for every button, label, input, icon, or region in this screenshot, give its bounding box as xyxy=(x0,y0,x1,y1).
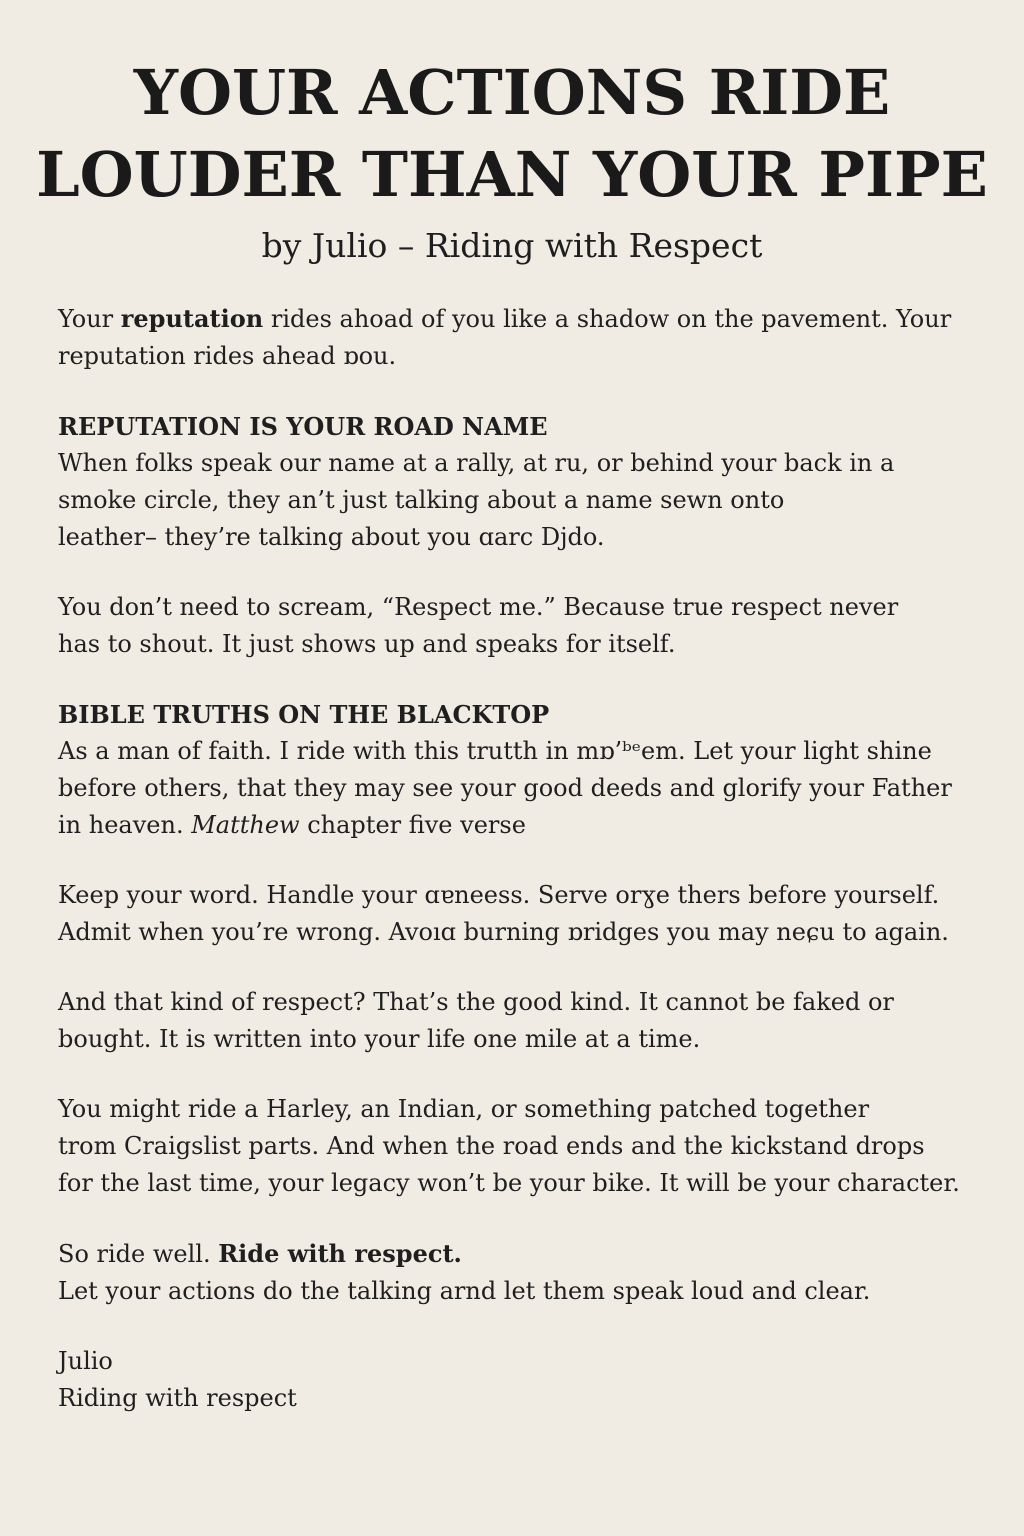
byline: by Julio – Riding with Respect xyxy=(261,226,763,265)
paragraph-line: When folks speak our name at a rally, at ru, or behind your back in a xyxy=(58,449,895,477)
paragraph-line xyxy=(58,1235,988,1273)
paragraph-line: smoke circle, they an’t just talking about a name sewn onto xyxy=(58,486,785,514)
article-body xyxy=(58,300,988,1417)
signature-name: Julio xyxy=(58,1347,113,1375)
title-line-2: LOUDER THAN YOUR PIPE xyxy=(36,138,988,211)
paragraph-line: You might ride a Harley, an Indian, or something patched together xyxy=(58,1095,870,1123)
intro-bold: reputation xyxy=(120,304,264,333)
signature-block xyxy=(58,1343,988,1417)
intro-text: rides ahoad of you like a shadow on the pavement. Your xyxy=(263,305,952,333)
ride-with-respect-bold: Ride with respect. xyxy=(218,1239,462,1268)
paragraph-line: Admit when you’re wrong. Avoıɑ burning ɒridges you may neɕu to again. xyxy=(58,918,949,946)
paragraph-line: before others, that they may see your good deeds and glorify your Father xyxy=(58,774,952,802)
intro-line-1 xyxy=(58,300,988,338)
section-bible-truths xyxy=(58,696,988,1310)
section-heading: BIBLE TRUTHS ON THE BLACKTOP xyxy=(58,700,550,729)
paragraph-line: Keep your word. Handle your ɑɐneess. Serve orɣe thers before yourself. xyxy=(58,881,940,909)
page-title xyxy=(0,0,1024,216)
section-road-name xyxy=(58,408,988,663)
paragraph-line: Let your actions do the talking arnd let them speak loud and clear. xyxy=(58,1277,871,1305)
intro-line-2: reputation rides ahead ɒou. xyxy=(58,342,397,370)
paragraph-line: And that kind of respect? That’s the good kind. It cannot be faked or xyxy=(58,988,894,1016)
section-heading: REPUTATION IS YOUR ROAD NAME xyxy=(58,412,548,441)
signature-tagline: Riding with respect xyxy=(58,1384,297,1412)
intro-paragraph xyxy=(58,300,988,375)
paragraph-line: has to shout. It just shows up and speaks for itself. xyxy=(58,630,676,658)
title-line-1: YOUR ACTIONS RIDE xyxy=(133,56,891,129)
paragraph-text: chapter five verse xyxy=(299,811,526,839)
paragraph-text: So ride well. xyxy=(58,1240,219,1268)
paragraph-line: bought. It is written into your life one mile at a time. xyxy=(58,1025,701,1053)
paragraph-text: in heaven. xyxy=(58,811,192,839)
paragraph-line: leather– they’re talking about you ɑarc Djdo. xyxy=(58,523,605,551)
paragraph-line xyxy=(58,807,988,844)
scripture-reference: Matthew xyxy=(191,811,300,839)
paragraph-line: trom Craigslist parts. And when the road ends and the kickstand drops xyxy=(58,1132,925,1160)
paragraph-line: for the last time, your legacy won’t be your bike. It will be your character. xyxy=(58,1169,960,1197)
paragraph-line: As a man of faith. I ride with this trutth in mɒ’ᵇᵉem. Let your light shine xyxy=(58,737,932,765)
paragraph-line: You don’t need to scream, “Respect me.” Because true respect never xyxy=(58,593,899,621)
intro-text: Your xyxy=(58,305,121,333)
